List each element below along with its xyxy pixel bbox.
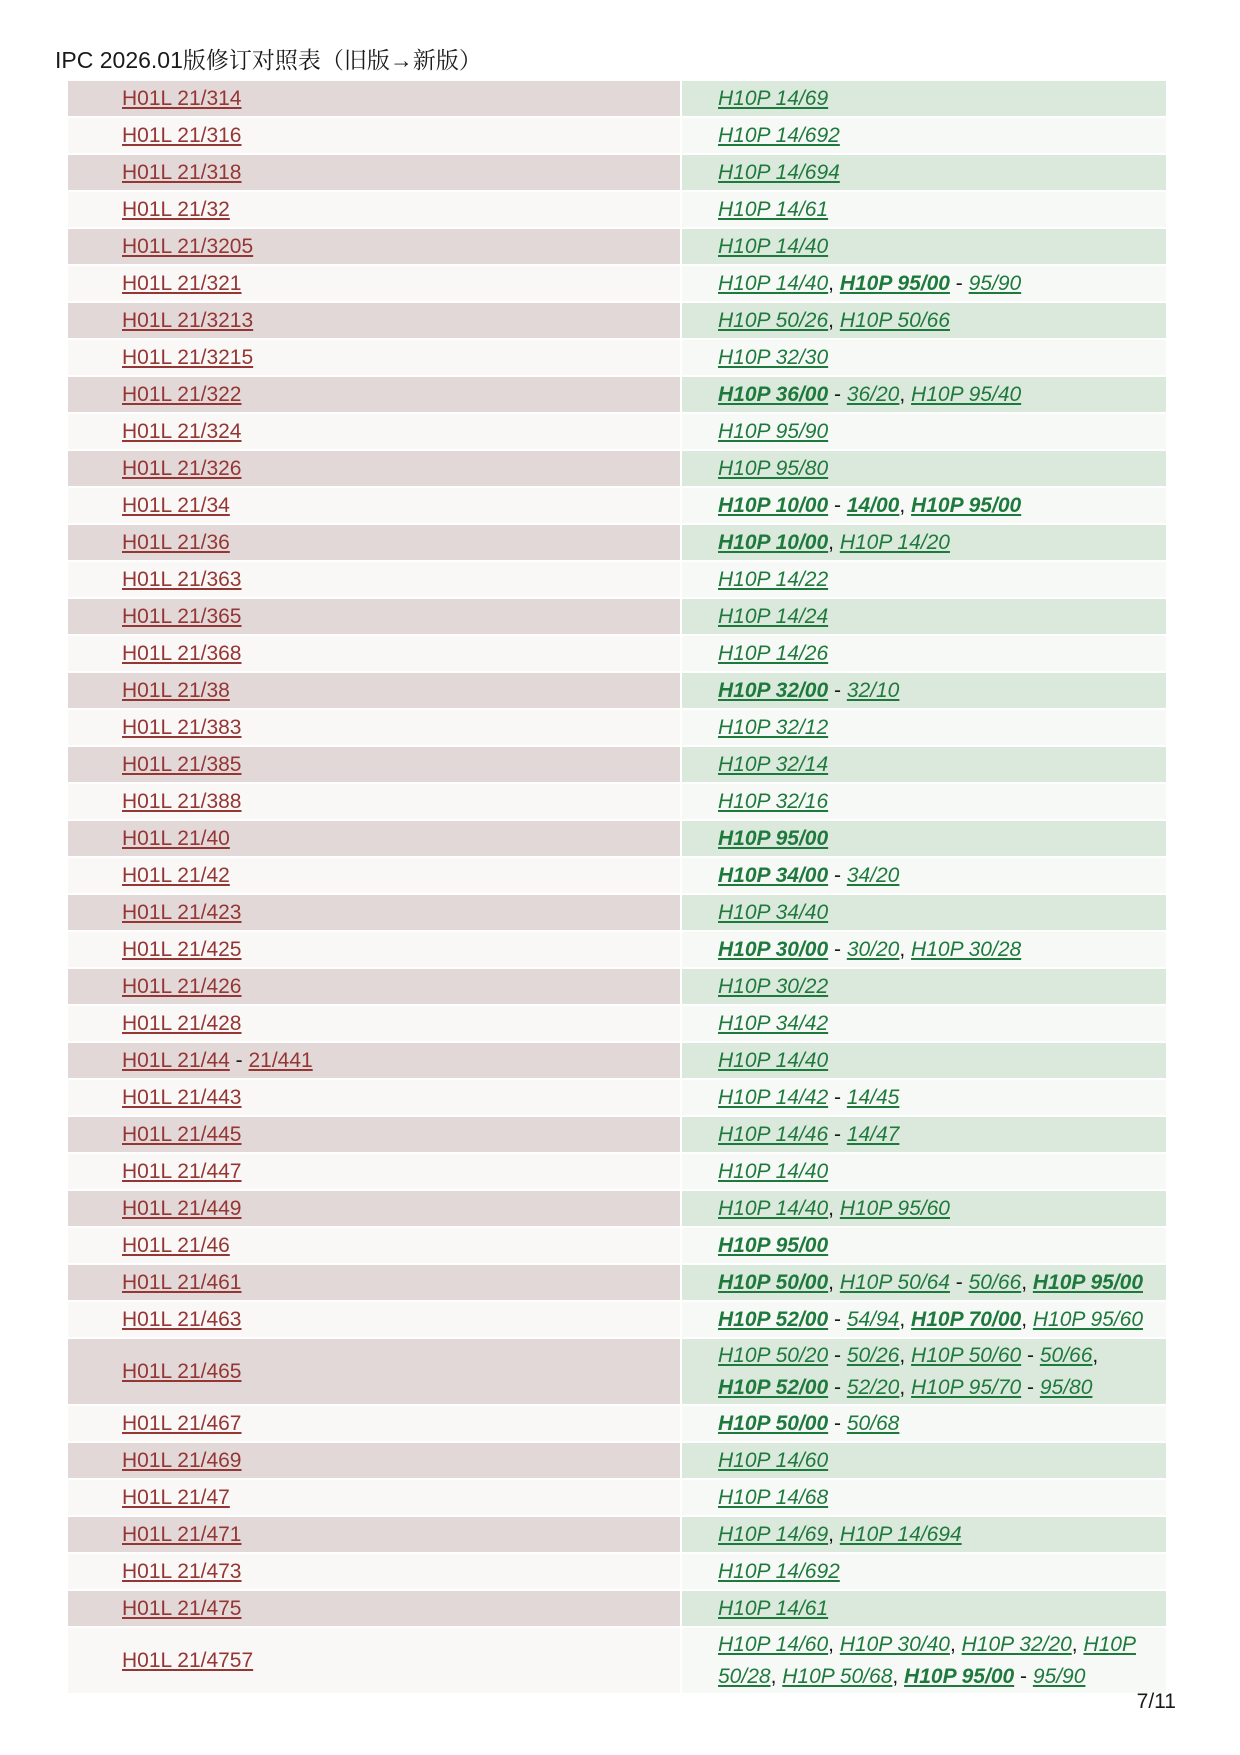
old-code-cell bbox=[68, 1006, 680, 1041]
table-row bbox=[68, 525, 1166, 560]
new-code-cell bbox=[682, 673, 1166, 708]
new-code-link[interactable]: H10P 14/694 bbox=[839, 1522, 962, 1546]
old-code-link[interactable]: H01L 21/3205 bbox=[122, 234, 254, 258]
old-code-link[interactable]: H01L 21/365 bbox=[122, 604, 242, 628]
old-code-link[interactable]: H01L 21/473 bbox=[122, 1559, 242, 1583]
old-code-cell bbox=[68, 1628, 680, 1693]
separator: , bbox=[899, 1307, 912, 1331]
old-code-cell bbox=[68, 81, 680, 116]
new-code-cell bbox=[682, 1228, 1166, 1263]
new-code-cell bbox=[682, 969, 1166, 1004]
new-code-link[interactable]: 50/66 bbox=[1039, 1344, 1093, 1367]
new-code-link[interactable]: H10P 32/30 bbox=[718, 345, 829, 369]
old-code-link[interactable]: H01L 21/465 bbox=[122, 1359, 242, 1383]
new-code-link[interactable]: 95/90 bbox=[968, 271, 1022, 295]
new-code-cell bbox=[682, 1406, 1166, 1441]
table-row bbox=[68, 1191, 1166, 1226]
old-code-cell bbox=[68, 1265, 680, 1300]
new-code-cell bbox=[682, 155, 1166, 190]
old-code-link[interactable]: H01L 21/368 bbox=[122, 641, 242, 665]
new-code-link[interactable]: H10P 14/40 bbox=[718, 1196, 829, 1220]
old-code-cell bbox=[68, 340, 680, 375]
separator: - bbox=[1021, 1375, 1040, 1399]
new-code-link[interactable]: H10P 32/14 bbox=[718, 752, 829, 776]
table-row bbox=[68, 747, 1166, 782]
new-code-link[interactable]: H10P 95/00 bbox=[904, 1664, 1015, 1688]
new-code-cell bbox=[682, 118, 1166, 153]
old-code-cell bbox=[68, 229, 680, 264]
table-row bbox=[68, 192, 1166, 227]
new-code-cell bbox=[682, 562, 1166, 597]
table-row bbox=[68, 155, 1166, 190]
old-code-cell bbox=[68, 155, 680, 190]
old-code-link[interactable]: H01L 21/385 bbox=[122, 752, 242, 776]
new-code-link[interactable]: H10P 10/00 bbox=[718, 493, 829, 517]
new-code-link[interactable]: H10P 14/692 bbox=[718, 1559, 840, 1583]
table-row bbox=[68, 340, 1166, 375]
old-code-cell bbox=[68, 1191, 680, 1226]
old-code-link[interactable]: H01L 21/40 bbox=[122, 826, 230, 850]
old-code-cell bbox=[68, 895, 680, 930]
old-code-link[interactable]: H01L 21/316 bbox=[122, 123, 242, 147]
separator: , bbox=[899, 382, 912, 406]
old-code-cell bbox=[68, 303, 680, 338]
old-code-cell bbox=[68, 1480, 680, 1515]
new-code-link[interactable]: H10P 95/40 bbox=[911, 382, 1022, 406]
old-code-cell bbox=[68, 192, 680, 227]
new-code-cell bbox=[682, 932, 1166, 967]
separator: , bbox=[899, 1344, 912, 1367]
new-code-link[interactable]: 50/66 bbox=[968, 1270, 1022, 1294]
old-code-link[interactable]: H01L 21/447 bbox=[122, 1159, 242, 1183]
new-code-link[interactable]: H10P 14/24 bbox=[718, 604, 829, 628]
separator: , bbox=[828, 1633, 840, 1656]
table-row bbox=[68, 1517, 1166, 1552]
old-code-cell bbox=[68, 1117, 680, 1152]
old-code-link[interactable]: H01L 21/314 bbox=[122, 86, 242, 110]
table-row bbox=[68, 1443, 1166, 1478]
new-code-link[interactable]: H10P 14/40 bbox=[718, 234, 829, 258]
table-row bbox=[68, 562, 1166, 597]
new-code-link[interactable]: H10P 14/40 bbox=[718, 271, 829, 295]
table-row bbox=[68, 1265, 1166, 1300]
new-code-link[interactable]: H10P 14/694 bbox=[718, 160, 840, 184]
new-code-link[interactable]: H10P 30/40 bbox=[839, 1633, 950, 1656]
separator: - bbox=[828, 382, 847, 406]
old-code-link[interactable]: H01L 21/461 bbox=[122, 1270, 242, 1294]
old-code-cell bbox=[68, 1443, 680, 1478]
old-code-link[interactable]: H01L 21/322 bbox=[122, 382, 242, 406]
old-code-link[interactable]: H01L 21/475 bbox=[122, 1596, 242, 1620]
new-code-cell bbox=[682, 414, 1166, 449]
new-code-cell bbox=[682, 303, 1166, 338]
new-code-cell bbox=[682, 340, 1166, 375]
new-code-link[interactable]: H10P 95/00 bbox=[839, 271, 950, 295]
table-row bbox=[68, 636, 1166, 671]
old-code-link[interactable]: H01L 21/3215 bbox=[122, 345, 254, 369]
old-code-cell bbox=[68, 784, 680, 819]
old-code-cell bbox=[68, 1302, 680, 1337]
old-code-cell bbox=[68, 488, 680, 523]
separator: , bbox=[899, 1375, 912, 1399]
old-code-link[interactable]: H01L 21/445 bbox=[122, 1122, 242, 1146]
table-row bbox=[68, 784, 1166, 819]
new-code-link[interactable]: H10P 14/61 bbox=[718, 197, 829, 221]
new-code-link[interactable]: H10P 50/64 bbox=[839, 1270, 950, 1294]
old-code-link[interactable]: H01L 21/44 bbox=[122, 1048, 230, 1072]
old-code-link[interactable]: H01L 21/426 bbox=[122, 974, 242, 998]
new-code-link[interactable]: H10P 30/22 bbox=[718, 974, 829, 998]
table-row bbox=[68, 1339, 1166, 1404]
separator: , bbox=[899, 493, 912, 517]
new-code-link[interactable]: H10P 32/00 bbox=[718, 678, 829, 702]
new-code-link[interactable]: H10P 95/00 bbox=[911, 493, 1022, 517]
old-code-link[interactable]: H01L 21/321 bbox=[122, 271, 242, 295]
old-code-cell bbox=[68, 747, 680, 782]
old-code-link[interactable]: H01L 21/471 bbox=[122, 1522, 242, 1546]
old-code-cell bbox=[68, 932, 680, 967]
separator: , bbox=[828, 1270, 840, 1294]
new-code-link[interactable]: 14/47 bbox=[846, 1122, 900, 1146]
old-code-link[interactable]: H01L 21/469 bbox=[122, 1448, 242, 1472]
new-code-link[interactable]: 14/45 bbox=[846, 1085, 900, 1109]
table-row bbox=[68, 1080, 1166, 1115]
new-code-cell bbox=[682, 1265, 1166, 1300]
new-code-link[interactable]: 54/94 bbox=[846, 1307, 900, 1331]
new-code-cell bbox=[682, 1517, 1166, 1552]
new-code-link[interactable]: H10P 14/68 bbox=[718, 1485, 829, 1509]
table-row bbox=[68, 1554, 1166, 1589]
new-code-link[interactable]: H10P 34/40 bbox=[718, 900, 829, 924]
new-code-cell bbox=[682, 710, 1166, 745]
new-code-link[interactable]: H10P 50/28 bbox=[718, 1633, 1136, 1688]
old-code-link[interactable]: H01L 21/34 bbox=[122, 493, 230, 517]
separator: , bbox=[949, 1633, 962, 1656]
old-code-cell bbox=[68, 266, 680, 301]
old-code-link[interactable]: H01L 21/46 bbox=[122, 1233, 230, 1257]
old-code-link[interactable]: H01L 21/32 bbox=[122, 197, 230, 221]
table-row bbox=[68, 414, 1166, 449]
table-row bbox=[68, 1043, 1166, 1078]
separator: , bbox=[828, 1196, 840, 1220]
separator: , bbox=[770, 1664, 783, 1688]
new-code-link[interactable]: H10P 95/60 bbox=[839, 1196, 950, 1220]
old-code-link[interactable]: H01L 21/428 bbox=[122, 1011, 242, 1035]
new-code-link[interactable]: 95/80 bbox=[1039, 1375, 1093, 1399]
new-code-cell bbox=[682, 81, 1166, 116]
table-row bbox=[68, 1480, 1166, 1515]
table-row bbox=[68, 118, 1166, 153]
old-code-cell bbox=[68, 821, 680, 856]
new-code-cell bbox=[682, 1080, 1166, 1115]
new-code-link[interactable]: H10P 95/70 bbox=[911, 1375, 1022, 1399]
separator: - bbox=[828, 1122, 847, 1146]
old-code-link[interactable]: H01L 21/388 bbox=[122, 789, 242, 813]
new-code-link[interactable]: H10P 32/16 bbox=[718, 789, 829, 813]
table-row bbox=[68, 303, 1166, 338]
separator: , bbox=[892, 1664, 905, 1688]
new-code-link[interactable]: H10P 95/00 bbox=[718, 1233, 829, 1257]
old-code-link[interactable]: H01L 21/467 bbox=[122, 1411, 242, 1435]
separator: - bbox=[828, 1411, 847, 1435]
separator: , bbox=[828, 308, 840, 332]
new-code-link[interactable]: 30/20 bbox=[846, 937, 900, 961]
separator: - bbox=[828, 1344, 847, 1367]
table-row bbox=[68, 1302, 1166, 1337]
new-code-link[interactable]: H10P 14/69 bbox=[718, 86, 829, 110]
new-code-link[interactable]: H10P 14/692 bbox=[718, 123, 840, 147]
new-code-cell bbox=[682, 821, 1166, 856]
new-code-cell bbox=[682, 747, 1166, 782]
old-code-link[interactable]: 21/441 bbox=[248, 1048, 313, 1072]
new-code-cell bbox=[682, 1554, 1166, 1589]
new-code-cell bbox=[682, 451, 1166, 486]
old-code-cell bbox=[68, 1591, 680, 1626]
separator: , bbox=[1071, 1633, 1084, 1656]
new-code-link[interactable]: H10P 52/00 bbox=[718, 1375, 829, 1399]
separator: - bbox=[949, 1270, 969, 1294]
new-code-link[interactable]: H10P 50/20 bbox=[718, 1344, 829, 1367]
old-code-link[interactable]: H01L 21/4757 bbox=[122, 1648, 254, 1672]
new-code-cell bbox=[682, 895, 1166, 930]
new-code-link[interactable]: H10P 50/68 bbox=[782, 1664, 893, 1688]
table-row bbox=[68, 858, 1166, 893]
new-code-link[interactable]: 52/20 bbox=[846, 1375, 900, 1399]
new-code-link[interactable]: 50/68 bbox=[846, 1411, 900, 1435]
old-code-cell bbox=[68, 1043, 680, 1078]
table-row bbox=[68, 969, 1166, 1004]
new-code-link[interactable]: H10P 50/00 bbox=[718, 1270, 829, 1294]
table-row bbox=[68, 599, 1166, 634]
new-code-link[interactable]: H10P 14/60 bbox=[718, 1448, 829, 1472]
mapping-table-body bbox=[68, 81, 1166, 1693]
separator: - bbox=[828, 937, 847, 961]
separator: , bbox=[899, 937, 912, 961]
old-code-link[interactable]: H01L 21/423 bbox=[122, 900, 242, 924]
old-code-cell bbox=[68, 1554, 680, 1589]
new-code-cell bbox=[682, 1006, 1166, 1041]
new-code-link[interactable]: H10P 50/60 bbox=[911, 1344, 1022, 1367]
old-code-link[interactable]: H01L 21/3213 bbox=[122, 308, 254, 332]
separator: - bbox=[828, 863, 847, 887]
new-code-link[interactable]: H10P 30/28 bbox=[911, 937, 1022, 961]
new-code-cell bbox=[682, 1591, 1166, 1626]
new-code-link[interactable]: H10P 34/00 bbox=[718, 863, 829, 887]
new-code-link[interactable]: H10P 14/69 bbox=[718, 1522, 829, 1546]
old-code-cell bbox=[68, 118, 680, 153]
new-code-link[interactable]: H10P 14/42 bbox=[718, 1085, 829, 1109]
new-code-cell bbox=[682, 1339, 1166, 1404]
old-code-cell bbox=[68, 858, 680, 893]
table-row bbox=[68, 451, 1166, 486]
new-code-link[interactable]: 14/00 bbox=[846, 493, 900, 517]
new-code-link[interactable]: H10P 95/00 bbox=[1032, 1270, 1143, 1294]
new-code-link[interactable]: 34/20 bbox=[846, 863, 900, 887]
new-code-link[interactable]: H10P 30/00 bbox=[718, 937, 829, 961]
new-code-cell bbox=[682, 1302, 1166, 1337]
old-code-link[interactable]: H01L 21/383 bbox=[122, 715, 242, 739]
new-code-link[interactable]: H10P 95/00 bbox=[718, 826, 829, 850]
new-code-cell bbox=[682, 1443, 1166, 1478]
separator: - bbox=[828, 1085, 847, 1109]
new-code-cell bbox=[682, 525, 1166, 560]
new-code-cell bbox=[682, 1154, 1166, 1189]
old-code-link[interactable]: H01L 21/443 bbox=[122, 1085, 242, 1109]
separator: - bbox=[828, 1307, 847, 1331]
table-row bbox=[68, 1117, 1166, 1152]
new-code-link[interactable]: H10P 14/20 bbox=[839, 530, 950, 554]
table-row bbox=[68, 81, 1166, 116]
ipc-mapping-table bbox=[66, 79, 1168, 1695]
new-code-link[interactable]: H10P 14/22 bbox=[718, 567, 829, 591]
table-row bbox=[68, 488, 1166, 523]
new-code-link[interactable]: H10P 50/66 bbox=[839, 308, 950, 332]
new-code-link[interactable]: H10P 36/00 bbox=[718, 382, 829, 406]
new-code-cell bbox=[682, 636, 1166, 671]
old-code-cell bbox=[68, 599, 680, 634]
new-code-link[interactable]: H10P 34/42 bbox=[718, 1011, 829, 1035]
separator: , bbox=[828, 271, 840, 295]
separator: , bbox=[828, 530, 840, 554]
new-code-cell bbox=[682, 1043, 1166, 1078]
separator: , bbox=[828, 1522, 840, 1546]
new-code-link[interactable]: H10P 70/00 bbox=[911, 1307, 1022, 1331]
table-row bbox=[68, 673, 1166, 708]
new-code-cell bbox=[682, 1117, 1166, 1152]
table-row bbox=[68, 377, 1166, 412]
separator: - bbox=[949, 271, 969, 295]
separator: - bbox=[1021, 1344, 1040, 1367]
new-code-link[interactable]: H10P 14/61 bbox=[718, 1596, 829, 1620]
new-code-link[interactable]: H10P 14/46 bbox=[718, 1122, 829, 1146]
new-code-cell bbox=[682, 266, 1166, 301]
separator: , bbox=[1021, 1270, 1033, 1294]
old-code-link[interactable]: H01L 21/324 bbox=[122, 419, 242, 443]
table-row bbox=[68, 1154, 1166, 1189]
old-code-cell bbox=[68, 1406, 680, 1441]
new-code-link[interactable]: H10P 50/00 bbox=[718, 1411, 829, 1435]
new-code-link[interactable]: H10P 52/00 bbox=[718, 1307, 829, 1331]
old-code-cell bbox=[68, 636, 680, 671]
new-code-cell bbox=[682, 858, 1166, 893]
table-row bbox=[68, 821, 1166, 856]
old-code-link[interactable]: H01L 21/363 bbox=[122, 567, 242, 591]
new-code-cell bbox=[682, 229, 1166, 264]
table-row bbox=[68, 1628, 1166, 1693]
new-code-link[interactable]: H10P 14/60 bbox=[718, 1633, 829, 1656]
new-code-link[interactable]: 50/26 bbox=[846, 1344, 900, 1367]
new-code-link[interactable]: H10P 14/26 bbox=[718, 641, 829, 665]
table-row bbox=[68, 1228, 1166, 1263]
new-code-link[interactable]: H10P 14/40 bbox=[718, 1159, 829, 1183]
separator: - bbox=[828, 1375, 847, 1399]
new-code-cell bbox=[682, 1628, 1166, 1693]
new-code-link[interactable]: H10P 95/80 bbox=[718, 456, 829, 480]
old-code-link[interactable]: H01L 21/36 bbox=[122, 530, 230, 554]
old-code-cell bbox=[68, 1339, 680, 1404]
new-code-cell bbox=[682, 1191, 1166, 1226]
old-code-link[interactable]: H01L 21/42 bbox=[122, 863, 230, 887]
old-code-cell bbox=[68, 1154, 680, 1189]
separator: , bbox=[1021, 1307, 1033, 1331]
new-code-link[interactable]: 36/20 bbox=[846, 382, 900, 406]
new-code-link[interactable]: H10P 32/12 bbox=[718, 715, 829, 739]
old-code-link[interactable]: H01L 21/449 bbox=[122, 1196, 242, 1220]
table-row bbox=[68, 932, 1166, 967]
new-code-cell bbox=[682, 1480, 1166, 1515]
new-code-link[interactable]: H10P 14/40 bbox=[718, 1048, 829, 1072]
table-row bbox=[68, 1406, 1166, 1441]
separator: , bbox=[1092, 1344, 1099, 1367]
page-title: IPC 2026.01版修订对照表（旧版→新版） bbox=[55, 47, 482, 73]
old-code-cell bbox=[68, 1517, 680, 1552]
old-code-cell bbox=[68, 377, 680, 412]
old-code-cell bbox=[68, 710, 680, 745]
separator: - bbox=[1014, 1664, 1033, 1688]
old-code-link[interactable]: H01L 21/318 bbox=[122, 160, 242, 184]
table-row bbox=[68, 1006, 1166, 1041]
old-code-link[interactable]: H01L 21/326 bbox=[122, 456, 242, 480]
new-code-cell bbox=[682, 192, 1166, 227]
old-code-cell bbox=[68, 414, 680, 449]
table-row bbox=[68, 710, 1166, 745]
page-number: 7/11 bbox=[1136, 1690, 1176, 1713]
new-code-link[interactable]: H10P 95/60 bbox=[1032, 1307, 1143, 1331]
old-code-cell bbox=[68, 1080, 680, 1115]
old-code-cell bbox=[68, 562, 680, 597]
new-code-link[interactable]: H10P 95/90 bbox=[718, 419, 829, 443]
old-code-link[interactable]: H01L 21/38 bbox=[122, 678, 230, 702]
old-code-cell bbox=[68, 451, 680, 486]
new-code-link[interactable]: 95/90 bbox=[1032, 1664, 1086, 1688]
old-code-link[interactable]: H01L 21/425 bbox=[122, 937, 242, 961]
new-code-cell bbox=[682, 488, 1166, 523]
new-code-link[interactable]: 32/10 bbox=[846, 678, 900, 702]
new-code-cell bbox=[682, 599, 1166, 634]
separator: - bbox=[828, 493, 847, 517]
old-code-cell bbox=[68, 969, 680, 1004]
new-code-cell bbox=[682, 377, 1166, 412]
new-code-link[interactable]: H10P 10/00 bbox=[718, 530, 829, 554]
old-code-link[interactable]: H01L 21/463 bbox=[122, 1307, 242, 1331]
separator: - bbox=[828, 678, 847, 702]
table-row bbox=[68, 266, 1166, 301]
separator: - bbox=[229, 1048, 249, 1072]
table-row bbox=[68, 895, 1166, 930]
new-code-cell bbox=[682, 784, 1166, 819]
old-code-cell bbox=[68, 673, 680, 708]
table-row bbox=[68, 1591, 1166, 1626]
new-code-link[interactable]: H10P 32/20 bbox=[961, 1633, 1072, 1656]
old-code-link[interactable]: H01L 21/47 bbox=[122, 1485, 230, 1509]
old-code-cell bbox=[68, 525, 680, 560]
table-row bbox=[68, 229, 1166, 264]
old-code-cell bbox=[68, 1228, 680, 1263]
new-code-link[interactable]: H10P 50/26 bbox=[718, 308, 829, 332]
